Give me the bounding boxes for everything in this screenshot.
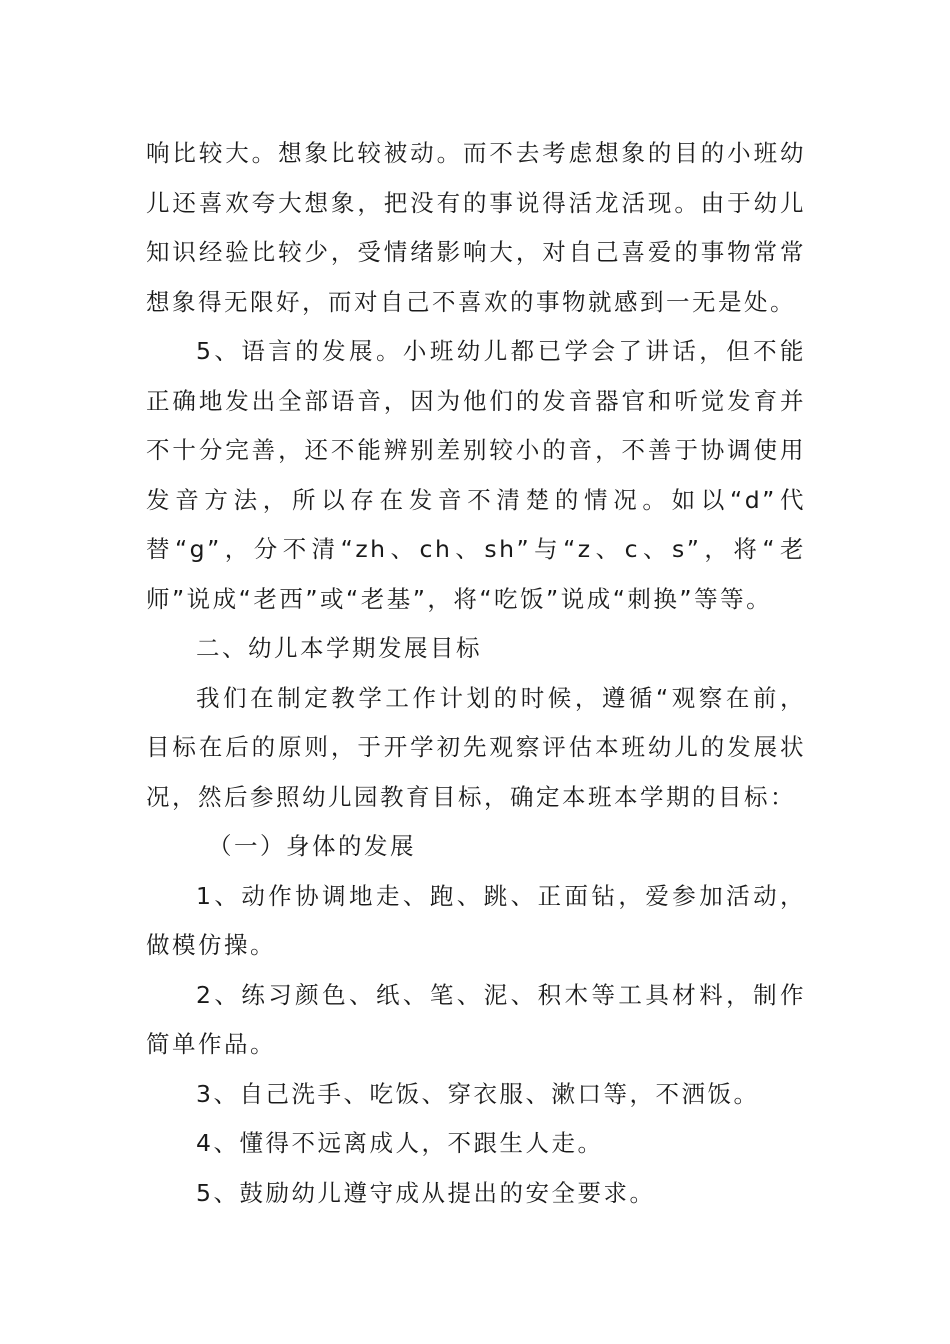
list-item-physical-2: 2、练习颜色、纸、笔、泥、积木等工具材料，制作简单作品。	[146, 980, 806, 1058]
list-item-physical-3: 3、自己洗手、吃饭、穿衣服、漱口等，不洒饭。	[196, 1079, 760, 1108]
paragraph-imagination-continued: 响比较大。想象比较被动。而不去考虑想象的目的小班幼儿还喜欢夸大想象，把没有的事说得活龙活现。由于幼儿知识经验比较少，受情绪影响大，对自己喜爱的事物常常想象得无限好，而对自己不喜欢的事物就感到一无是处。	[146, 139, 806, 316]
paragraph-language-development: 5、语言的发展。小班幼儿都已学会了讲话，但不能正确地发出全部语音，因为他们的发音器官和听觉发育并不十分完善，还不能辨别差别较小的音，不善于协调使用发音方法，所以存在发音不清楚的情况。如以“d”代替“g”，分不清“zh、ch、sh”与“z、c、s”，将“老师”说成“老西”或“老基”，将“吃饭”说成“刺换”等等。	[146, 337, 806, 613]
document-body	[146, 129, 806, 1218]
list-item-physical-4: 4、懂得不远离成人，不跟生人走。	[196, 1129, 604, 1157]
paragraph-goals-intro: 我们在制定教学工作计划的时候，遵循“观察在前，目标在后的原则，于开学初先观察评估本班幼儿的发展状况，然后参照幼儿园教育目标，确定本班本学期的目标：	[146, 683, 806, 811]
list-item-physical-5: 5、鼓励幼儿遵守成从提出的安全要求。	[196, 1178, 656, 1207]
subsection-heading-physical: （一）身体的发展	[208, 832, 416, 860]
list-item-physical-1: 1、动作协调地走、跑、跳、正面钻，爱参加活动，做模仿操。	[146, 881, 806, 959]
section-heading-goals: 二、幼儿本学期发展目标	[196, 634, 482, 662]
